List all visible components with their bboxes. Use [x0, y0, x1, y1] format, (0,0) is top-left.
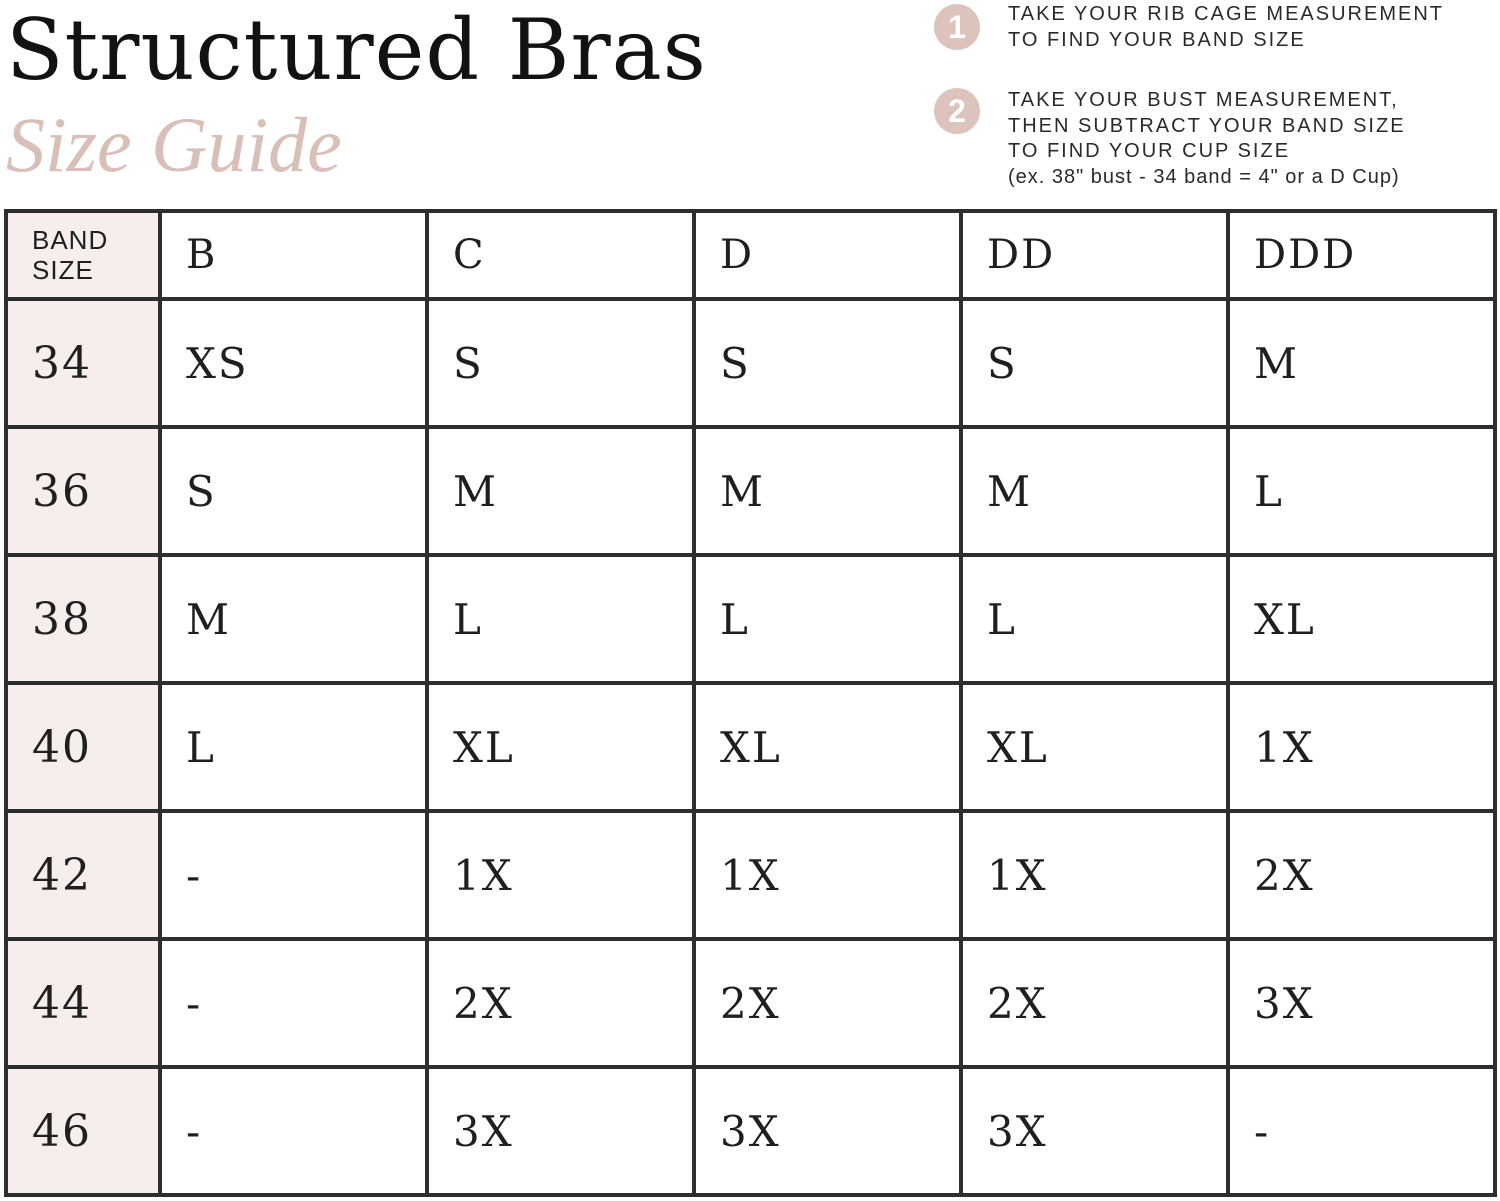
band-size-cell: 34	[6, 299, 160, 427]
step-2	[934, 88, 1406, 190]
step-text-line: TAKE YOUR BUST MEASUREMENT,	[1008, 89, 1399, 111]
size-cell: 2X	[427, 939, 694, 1067]
table-row	[6, 555, 1495, 683]
size-cell: XS	[160, 299, 427, 427]
table-row	[6, 683, 1495, 811]
size-cell: 3X	[1228, 939, 1495, 1067]
step-text-line: THEN SUBTRACT YOUR BAND SIZE	[1008, 114, 1406, 137]
table-row	[6, 1067, 1495, 1195]
table-row	[6, 427, 1495, 555]
size-cell: S	[961, 299, 1228, 427]
size-cell: 3X	[427, 1067, 694, 1195]
cup-header-d: D	[694, 211, 961, 299]
cup-header-dd: DD	[961, 211, 1228, 299]
step-text-line: TO FIND YOUR CUP SIZE	[1008, 140, 1291, 162]
size-cell: L	[694, 555, 961, 683]
band-size-cell: 38	[6, 555, 160, 683]
size-cell: L	[427, 555, 694, 683]
size-cell: XL	[427, 683, 694, 811]
table-header-row	[6, 211, 1495, 299]
step-number-badge: 2	[934, 88, 980, 134]
size-cell: 1X	[1228, 683, 1495, 811]
step-instructions	[1008, 2, 1444, 53]
size-cell: L	[1228, 427, 1495, 555]
size-cell: 2X	[1228, 811, 1495, 939]
step-1	[934, 4, 1444, 53]
size-cell: 3X	[694, 1067, 961, 1195]
size-cell: M	[427, 427, 694, 555]
band-size-header-line: BAND	[32, 225, 109, 255]
size-cell: XL	[1228, 555, 1495, 683]
size-cell: L	[961, 555, 1228, 683]
table-row	[6, 299, 1495, 427]
table-row	[6, 811, 1495, 939]
size-cell: 2X	[694, 939, 961, 1067]
size-cell: XL	[961, 683, 1228, 811]
size-cell: XL	[694, 683, 961, 811]
size-cell: S	[694, 299, 961, 427]
size-cell: 1X	[427, 811, 694, 939]
size-cell: M	[160, 555, 427, 683]
step-example-note: (ex. 38" bust - 34 band = 4" or a D Cup)	[1008, 165, 1400, 188]
step-text-line: TO FIND YOUR BAND SIZE	[1008, 28, 1306, 51]
size-cell: M	[1228, 299, 1495, 427]
table-row	[6, 939, 1495, 1067]
page-title: Structured Bras	[6, 1, 707, 99]
cup-header-c: C	[427, 211, 694, 299]
size-cell: -	[160, 811, 427, 939]
size-cell: M	[961, 427, 1228, 555]
size-cell: -	[160, 939, 427, 1067]
step-instructions	[1008, 88, 1406, 190]
band-size-cell: 44	[6, 939, 160, 1067]
cup-header-b: B	[160, 211, 427, 299]
cup-header-ddd: DDD	[1228, 211, 1495, 299]
size-cell: -	[1228, 1067, 1495, 1195]
step-text-line: TAKE YOUR RIB CAGE MEASUREMENT	[1008, 3, 1444, 25]
band-size-header	[6, 211, 160, 299]
step-number-badge: 1	[934, 4, 980, 50]
size-cell: -	[160, 1067, 427, 1195]
size-cell: S	[160, 427, 427, 555]
size-cell: L	[160, 683, 427, 811]
size-cell: 3X	[961, 1067, 1228, 1195]
size-cell: S	[427, 299, 694, 427]
size-cell: M	[694, 427, 961, 555]
size-cell: 2X	[961, 939, 1228, 1067]
size-cell: 1X	[694, 811, 961, 939]
band-size-header-line: SIZE	[32, 255, 94, 285]
band-size-cell: 42	[6, 811, 160, 939]
band-size-cell: 46	[6, 1067, 160, 1195]
page-subtitle: Size Guide	[6, 101, 342, 188]
band-size-cell: 40	[6, 683, 160, 811]
size-chart-table	[4, 209, 1497, 1197]
size-cell: 1X	[961, 811, 1228, 939]
band-size-cell: 36	[6, 427, 160, 555]
